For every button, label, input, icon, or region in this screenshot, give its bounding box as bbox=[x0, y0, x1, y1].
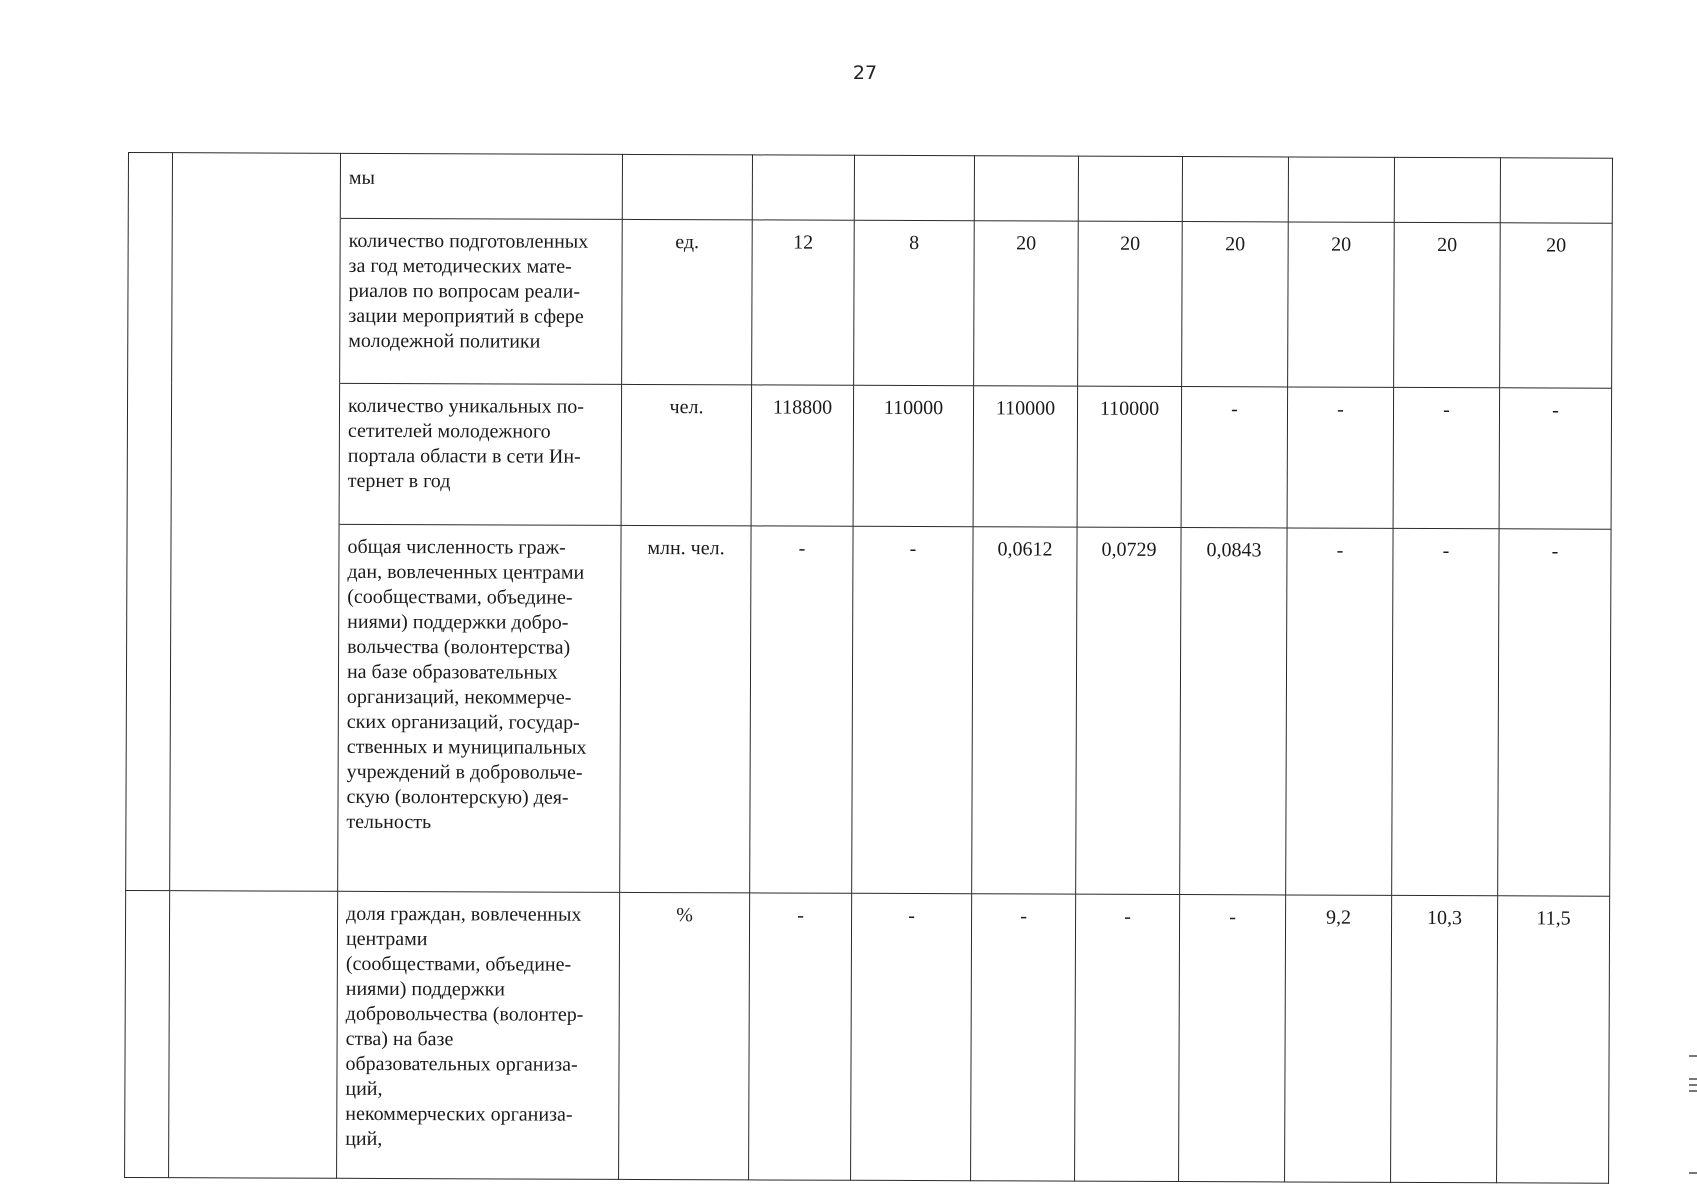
indicator-name-cell bbox=[340, 153, 622, 219]
indicator-name-line: на базе образовательных bbox=[346, 660, 558, 684]
indicator-name-line: добровольчества (волонтер- bbox=[345, 1002, 584, 1026]
indicator-name-line: скую (волонтерскую) дея- bbox=[346, 785, 569, 809]
value-cell: 12 bbox=[752, 220, 855, 385]
value-cell: - bbox=[1392, 528, 1499, 895]
value-cell bbox=[752, 155, 854, 220]
table-row bbox=[126, 523, 1611, 896]
value-cell: 20 bbox=[974, 221, 1079, 386]
indicator-name-line: дан, вовлеченных центрами bbox=[347, 560, 585, 584]
value-cell: - bbox=[750, 526, 853, 893]
indicator-name-line: ниями) поддержки добро- bbox=[347, 610, 569, 634]
row-number-cell bbox=[128, 218, 173, 383]
indicator-name-line: учреждений в добровольче- bbox=[346, 760, 583, 784]
value-cell bbox=[854, 155, 974, 220]
value-cell: 20 bbox=[1182, 222, 1289, 387]
value-cell: 0,0843 bbox=[1180, 528, 1287, 895]
program-name-cell bbox=[171, 383, 340, 525]
value-cell: 110000 bbox=[853, 385, 974, 526]
value-cell: - bbox=[851, 893, 972, 1180]
value-cell bbox=[1078, 156, 1182, 221]
program-name-cell bbox=[172, 218, 341, 384]
indicator-name-line: образовательных организа- bbox=[345, 1052, 578, 1076]
table-row bbox=[128, 153, 1612, 224]
value-cell: 0,0612 bbox=[972, 527, 1077, 894]
indicator-name-line: некоммерческих организа- bbox=[345, 1102, 573, 1126]
indicator-name-line: ций, bbox=[345, 1127, 383, 1150]
value-cell: 10,3 bbox=[1391, 895, 1498, 1182]
indicator-name-line: ниями) поддержки bbox=[345, 977, 506, 1001]
value-cell: - bbox=[852, 526, 973, 893]
table-row bbox=[125, 890, 1610, 1183]
indicator-name-cell bbox=[337, 891, 620, 1179]
value-cell: 110000 bbox=[1077, 386, 1182, 527]
indicator-name-line: доля граждан, вовлеченных bbox=[346, 902, 582, 926]
row-number-cell bbox=[127, 383, 172, 524]
indicator-name-line: ций, bbox=[345, 1077, 383, 1100]
value-cell: 20 bbox=[1394, 222, 1501, 387]
indicator-name-line: молодежной политики bbox=[348, 329, 541, 353]
table-row bbox=[128, 218, 1613, 389]
indicator-name-line: мы bbox=[348, 166, 376, 189]
value-cell: - bbox=[1499, 388, 1612, 529]
row-number-cell bbox=[125, 890, 170, 1177]
indicator-name-cell bbox=[339, 383, 622, 525]
indicator-name-line: (сообществами, объедине- bbox=[347, 585, 573, 609]
indicator-name-line: количество подготовленных bbox=[348, 229, 589, 253]
table-row bbox=[127, 383, 1612, 530]
table-body bbox=[125, 153, 1613, 1184]
indicator-name-line: ственных и муниципальных bbox=[346, 735, 587, 759]
value-cell bbox=[974, 156, 1078, 221]
value-cell: 20 bbox=[1078, 221, 1183, 386]
indicators-table bbox=[124, 152, 1613, 1184]
indicator-name-line: (сообществами, объедине- bbox=[345, 952, 572, 976]
value-cell: - bbox=[1287, 387, 1394, 528]
indicator-name-line: тельность bbox=[346, 810, 432, 834]
value-cell: - bbox=[1181, 387, 1288, 528]
value-cell: 9,2 bbox=[1285, 895, 1392, 1182]
value-cell: - bbox=[1393, 387, 1500, 528]
value-cell: 20 bbox=[1500, 223, 1613, 388]
row-number-cell bbox=[126, 523, 171, 890]
indicator-name-line: общая численность граж- bbox=[347, 535, 566, 559]
value-cell: - bbox=[971, 894, 1076, 1181]
value-cell bbox=[1500, 158, 1612, 223]
value-cell: 110000 bbox=[973, 386, 1078, 527]
value-cell bbox=[1288, 157, 1394, 222]
indicator-name-line: количество уникальных по- bbox=[347, 394, 585, 418]
indicator-name-line: зации мероприятий в сфере bbox=[348, 304, 584, 328]
indicator-name-line: сетителей молодежного bbox=[347, 419, 551, 443]
indicator-name-cell bbox=[338, 524, 621, 892]
indicator-name-line: риалов по вопросам реали- bbox=[348, 279, 581, 303]
scan-edge-mark bbox=[1689, 1084, 1697, 1086]
unit-cell: чел. bbox=[621, 384, 752, 525]
value-cell bbox=[1394, 157, 1500, 222]
indicator-name-line: центрами bbox=[345, 927, 428, 951]
value-cell: 118800 bbox=[751, 385, 854, 526]
scan-edge-mark bbox=[1689, 1172, 1697, 1174]
value-cell: 11,5 bbox=[1497, 896, 1610, 1183]
value-cell: - bbox=[1286, 528, 1393, 895]
indicator-name-line: за год методических мате- bbox=[348, 254, 572, 278]
page-number: 27 bbox=[852, 62, 878, 84]
value-cell: - bbox=[1075, 894, 1180, 1181]
indicator-name-line: тернет в год bbox=[347, 469, 451, 493]
value-cell bbox=[1182, 157, 1288, 222]
indicator-name-line: ских организаций, государ- bbox=[346, 710, 580, 734]
value-cell: 20 bbox=[1288, 222, 1395, 387]
value-cell: - bbox=[1498, 529, 1611, 896]
program-name-cell bbox=[172, 153, 340, 219]
unit-cell: ед. bbox=[622, 219, 753, 384]
scan-edge-mark bbox=[1689, 1055, 1697, 1057]
indicator-name-cell bbox=[340, 218, 623, 384]
indicator-name-line: вольчества (волонтерства) bbox=[347, 635, 571, 659]
scan-edge-mark bbox=[1689, 1090, 1697, 1092]
indicator-name-line: организаций, некоммерче- bbox=[346, 685, 572, 709]
unit-cell: % bbox=[619, 892, 750, 1179]
indicator-name-line: портала области в сети Ин- bbox=[347, 444, 581, 468]
scan-edge-mark bbox=[1689, 1078, 1697, 1080]
unit-cell: млн. чел. bbox=[620, 525, 751, 892]
row-number-cell bbox=[128, 153, 172, 218]
program-name-cell bbox=[170, 524, 339, 892]
indicator-name-line: ства) на базе bbox=[345, 1027, 454, 1051]
value-cell: 0,0729 bbox=[1076, 527, 1181, 894]
value-cell: - bbox=[749, 893, 852, 1180]
value-cell: - bbox=[1179, 895, 1286, 1182]
value-cell: 8 bbox=[854, 220, 975, 385]
program-name-cell bbox=[169, 891, 338, 1179]
unit-cell bbox=[622, 154, 752, 219]
